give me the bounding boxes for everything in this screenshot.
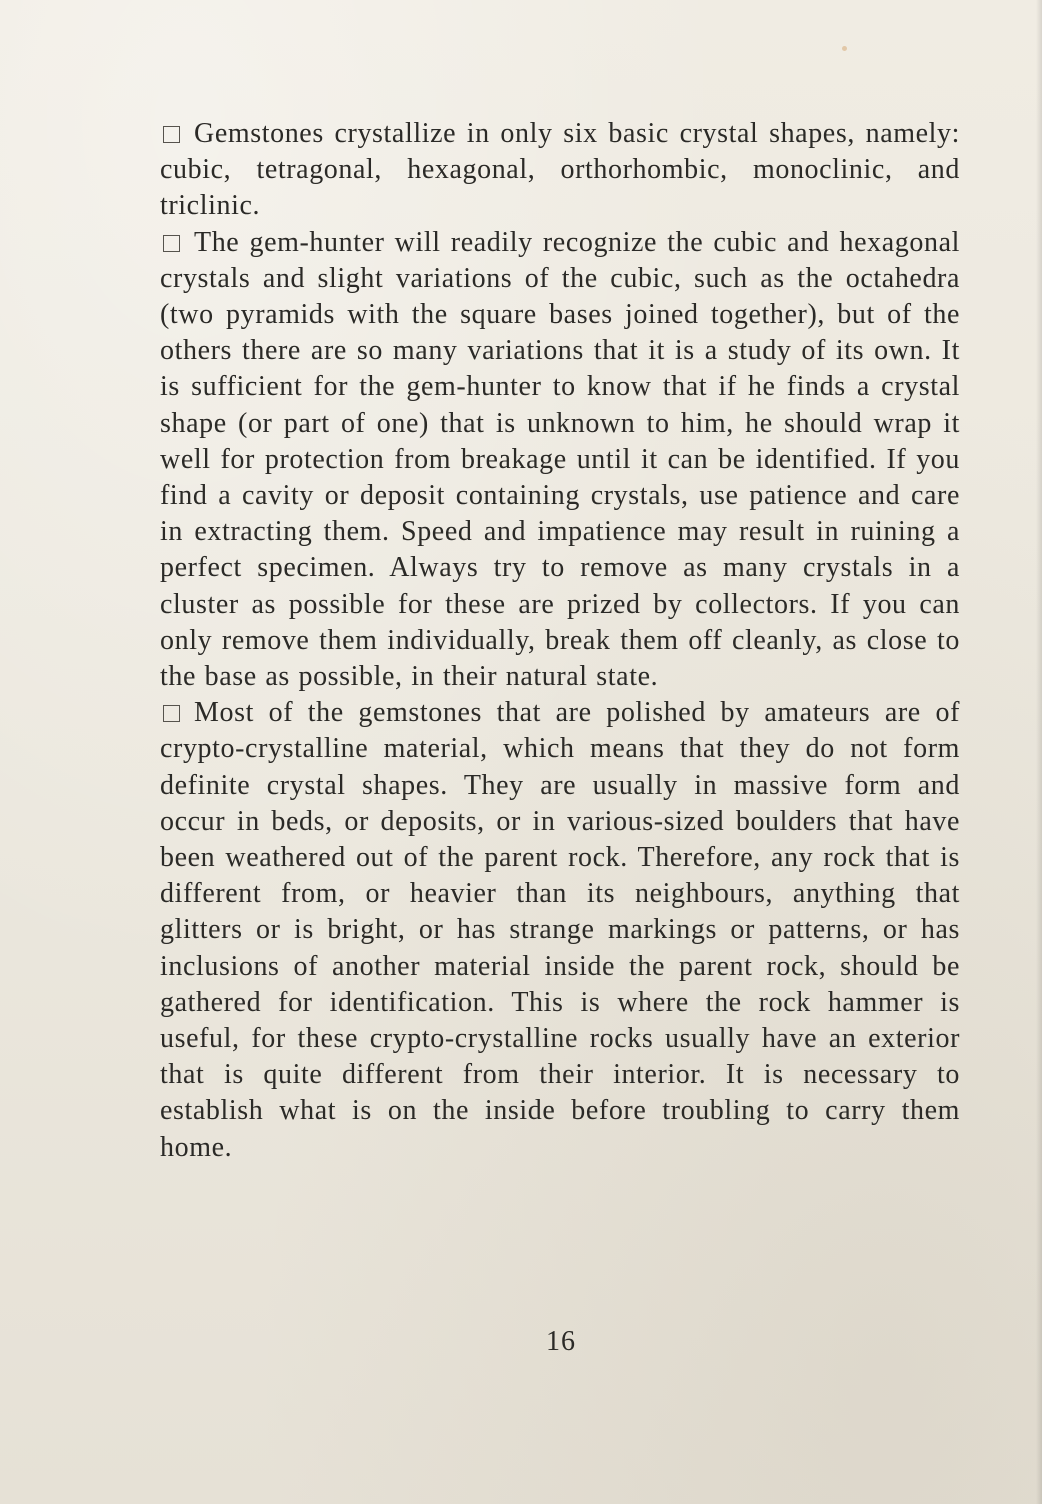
paragraph-crystal-shapes: [160, 116, 960, 225]
paragraph-marker-box-icon: [163, 235, 180, 252]
paper-speck: [842, 46, 847, 51]
paragraph-marker-box-icon: [163, 126, 180, 143]
paragraph-recognizing-crystals: [160, 225, 960, 696]
paragraph-text: Gemstones crystallize in only six basic crystal shapes, namely: cubic, tetragonal, hexagonal, orthorhombic, monoclinic, and triclinic.: [160, 118, 960, 222]
paragraph-text: Most of the gemstones that are polished by amateurs are of crypto-crystalline material, which means that they do not form definite crystal shapes. They are usually in massive form and occur in beds, or deposits, or in various-sized boulders that have been weathered out of the parent rock. Therefore, any rock that is different from, or heavier than its neighbours, anything that glitters or is bright, or has strange markings or patterns, or has inclusions of another material inside the parent rock, should be gathered for identification. This is where the rock hammer is useful, for these crypto-crystalline rocks usually have an exterior that is quite different from their interior. It is necessary to establish what is on the inside before troubling to carry them home.: [160, 697, 960, 1163]
body-text: [160, 116, 960, 1166]
page-number: 16: [546, 1326, 576, 1357]
paragraph-crypto-crystalline: [160, 695, 960, 1166]
page-edge-shadow: [1036, 0, 1042, 1504]
paragraph-text: The gem-hunter will readily recognize the cubic and hexagonal crystals and slight variations of the cubic, such as the octahedra (two pyramids with the square bases joined together), but of the others there are so many variations that it is a study of its own. It is sufficient for the gem-hunter to know that if he finds a crystal shape (or part of one) that is unknown to him, he should wrap it well for protection from breakage until it can be identified. If you find a cavity or deposit containing crystals, use patience and care in extracting them. Speed and impatience may result in ruining a perfect specimen. Always try to remove as many crystals in a cluster as possible for these are prized by collectors. If you can only remove them individually, break them off cleanly, as close to the base as possible, in their natural state.: [160, 226, 960, 693]
paragraph-marker-box-icon: [163, 705, 180, 722]
